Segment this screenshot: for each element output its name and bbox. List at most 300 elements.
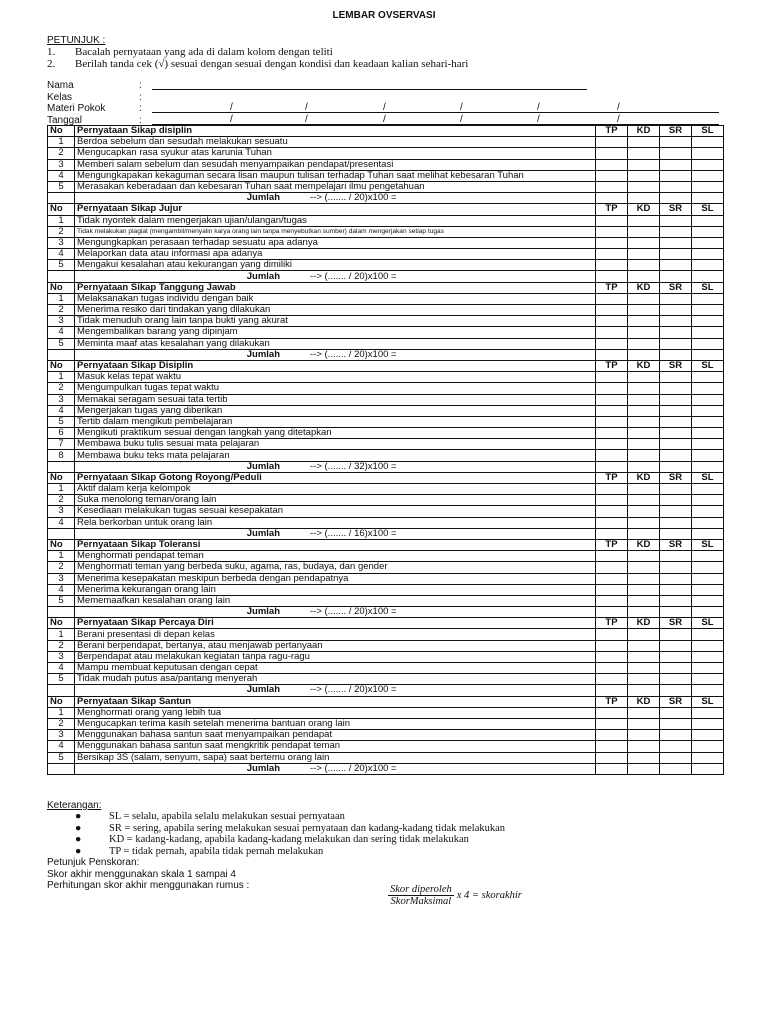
kd-checkbox-cell[interactable]: [628, 338, 660, 349]
tp-checkbox-cell[interactable]: [596, 428, 628, 439]
kd-checkbox-cell[interactable]: [628, 293, 660, 304]
kd-checkbox-cell[interactable]: [628, 148, 660, 159]
tp-checkbox-cell[interactable]: [596, 484, 628, 495]
sr-checkbox-cell[interactable]: [660, 260, 692, 271]
kd-checkbox-cell[interactable]: [628, 506, 660, 517]
sr-checkbox-cell[interactable]: [660, 383, 692, 394]
total-label: Jumlah: [246, 606, 280, 618]
tp-checkbox-cell[interactable]: [596, 181, 628, 192]
tp-checkbox-cell[interactable]: [596, 305, 628, 316]
slash: /: [537, 113, 540, 125]
tp-checkbox-cell[interactable]: [596, 595, 628, 606]
sr-checkbox-cell[interactable]: [660, 741, 692, 752]
sl-checkbox-cell[interactable]: [692, 237, 724, 248]
tp-total-cell[interactable]: [596, 763, 628, 774]
total-row: [48, 461, 724, 472]
tp-checkbox-cell[interactable]: [596, 573, 628, 584]
sr-checkbox-cell[interactable]: [660, 640, 692, 651]
total-formula: --> (....... / 20)x100 =: [310, 270, 397, 282]
total-formula: --> (....... / 20)x100 =: [310, 606, 397, 618]
total-formula: --> (....... / 20)x100 =: [310, 684, 397, 696]
sl-checkbox-cell[interactable]: [692, 137, 724, 148]
section-header-row: [48, 618, 724, 629]
section-header-row: [48, 539, 724, 550]
sl-checkbox-cell[interactable]: [692, 663, 724, 674]
sr-checkbox-cell[interactable]: [660, 316, 692, 327]
statement-row: [48, 718, 724, 729]
statement-row: [48, 517, 724, 528]
kd-checkbox-cell[interactable]: [628, 428, 660, 439]
tp-checkbox-cell[interactable]: [596, 159, 628, 170]
tp-total-cell[interactable]: [596, 193, 628, 204]
tp-total-cell[interactable]: [596, 349, 628, 360]
tp-checkbox-cell[interactable]: [596, 137, 628, 148]
sr-total-cell[interactable]: [660, 461, 692, 472]
total-label: Jumlah: [246, 528, 280, 539]
kd-checkbox-cell[interactable]: [628, 405, 660, 416]
sr-checkbox-cell[interactable]: [660, 372, 692, 383]
tanggal-label: Tanggal: [47, 114, 83, 126]
tp-checkbox-cell[interactable]: [596, 338, 628, 349]
slash: /: [230, 113, 233, 125]
total-no-cell: [48, 607, 75, 618]
tp-checkbox-cell[interactable]: [596, 707, 628, 718]
tp-checkbox-cell[interactable]: [596, 215, 628, 226]
kd-checkbox-cell[interactable]: [628, 517, 660, 528]
tp-checkbox-cell[interactable]: [596, 148, 628, 159]
tp-checkbox-cell[interactable]: [596, 226, 628, 237]
sl-checkbox-cell[interactable]: [692, 517, 724, 528]
total-no-cell: [48, 528, 75, 539]
tp-checkbox-cell[interactable]: [596, 394, 628, 405]
sl-checkbox-cell[interactable]: [692, 551, 724, 562]
sl-checkbox-cell[interactable]: [692, 595, 724, 606]
colon: :: [139, 114, 142, 126]
sr-checkbox-cell[interactable]: [660, 752, 692, 763]
legend-item: [47, 834, 469, 846]
tp-total-cell[interactable]: [596, 528, 628, 539]
kd-checkbox-cell[interactable]: [628, 573, 660, 584]
section-header-row: [48, 126, 724, 137]
tp-checkbox-cell[interactable]: [596, 405, 628, 416]
sr-checkbox-cell[interactable]: [660, 573, 692, 584]
statement-row: [48, 551, 724, 562]
sl-checkbox-cell[interactable]: [692, 405, 724, 416]
statement-row: [48, 137, 724, 148]
sr-checkbox-cell[interactable]: [660, 226, 692, 237]
kd-checkbox-cell[interactable]: [628, 159, 660, 170]
slash: /: [305, 102, 308, 113]
tp-checkbox-cell[interactable]: [596, 260, 628, 271]
kd-checkbox-cell[interactable]: [628, 372, 660, 383]
statement-text: Mampu membuat keputusan dengan cepat: [75, 663, 596, 674]
statement-text: Mengikuti praktikum sesuai dengan langkah yang ditetapkan: [75, 428, 596, 439]
kd-checkbox-cell[interactable]: [628, 640, 660, 651]
slash: /: [460, 113, 463, 125]
tp-checkbox-cell[interactable]: [596, 584, 628, 595]
column-sr-header: SR: [660, 696, 692, 707]
formula-fraction: [388, 884, 454, 907]
kd-checkbox-cell[interactable]: [628, 584, 660, 595]
sl-checkbox-cell[interactable]: [692, 573, 724, 584]
total-cell: [75, 607, 596, 618]
sl-total-cell[interactable]: [692, 193, 724, 204]
sr-checkbox-cell[interactable]: [660, 718, 692, 729]
statement-text: Tidak nyontek dalam mengerjakan ujian/ulangan/tugas: [75, 215, 596, 226]
statement-text: Melaksanakan tugas individu dengan baik: [75, 293, 596, 304]
kd-checkbox-cell[interactable]: [628, 495, 660, 506]
statement-row: [48, 293, 724, 304]
sl-total-cell[interactable]: [692, 763, 724, 774]
statement-number: 5: [48, 181, 75, 192]
kd-checkbox-cell[interactable]: [628, 394, 660, 405]
column-sl-header: SL: [692, 618, 724, 629]
sr-checkbox-cell[interactable]: [660, 562, 692, 573]
sr-checkbox-cell[interactable]: [660, 338, 692, 349]
tp-checkbox-cell[interactable]: [596, 674, 628, 685]
sl-checkbox-cell[interactable]: [692, 416, 724, 427]
tp-checkbox-cell[interactable]: [596, 551, 628, 562]
statement-number: 5: [48, 416, 75, 427]
sr-checkbox-cell[interactable]: [660, 595, 692, 606]
tp-checkbox-cell[interactable]: [596, 316, 628, 327]
sr-total-cell[interactable]: [660, 607, 692, 618]
sl-checkbox-cell[interactable]: [692, 226, 724, 237]
sr-checkbox-cell[interactable]: [660, 651, 692, 662]
sl-checkbox-cell[interactable]: [692, 439, 724, 450]
statement-number: 1: [48, 629, 75, 640]
sl-checkbox-cell[interactable]: [692, 181, 724, 192]
statement-row: [48, 506, 724, 517]
tp-checkbox-cell[interactable]: [596, 730, 628, 741]
tp-checkbox-cell[interactable]: [596, 651, 628, 662]
kd-checkbox-cell[interactable]: [628, 215, 660, 226]
colon: :: [139, 91, 142, 103]
column-tp-header: TP: [596, 618, 628, 629]
statement-number: 4: [48, 663, 75, 674]
statement-number: 2: [48, 226, 75, 237]
sl-checkbox-cell[interactable]: [692, 148, 724, 159]
sr-checkbox-cell[interactable]: [660, 137, 692, 148]
kd-checkbox-cell[interactable]: [628, 226, 660, 237]
sl-checkbox-cell[interactable]: [692, 428, 724, 439]
sl-checkbox-cell[interactable]: [692, 159, 724, 170]
sl-checkbox-cell[interactable]: [692, 383, 724, 394]
column-sr-header: SR: [660, 618, 692, 629]
sr-checkbox-cell[interactable]: [660, 327, 692, 338]
section-header-row: [48, 696, 724, 707]
kd-checkbox-cell[interactable]: [628, 450, 660, 461]
sr-checkbox-cell[interactable]: [660, 416, 692, 427]
kd-checkbox-cell[interactable]: [628, 137, 660, 148]
sr-checkbox-cell[interactable]: [660, 405, 692, 416]
tp-checkbox-cell[interactable]: [596, 237, 628, 248]
statement-row: [48, 181, 724, 192]
tp-total-cell[interactable]: [596, 461, 628, 472]
column-sr-header: SR: [660, 472, 692, 483]
kd-checkbox-cell[interactable]: [628, 718, 660, 729]
statement-row: [48, 595, 724, 606]
column-tp-header: TP: [596, 539, 628, 550]
sl-checkbox-cell[interactable]: [692, 752, 724, 763]
sr-total-cell[interactable]: [660, 763, 692, 774]
statement-row: [48, 428, 724, 439]
sr-checkbox-cell[interactable]: [660, 237, 692, 248]
materi-label: Materi Pokok: [47, 103, 106, 114]
sl-checkbox-cell[interactable]: [692, 316, 724, 327]
statement-text: Mengumpulkan tugas tepat waktu: [75, 383, 596, 394]
statement-number: 2: [48, 495, 75, 506]
tp-checkbox-cell[interactable]: [596, 718, 628, 729]
section-title: Pernyataan Sikap Gotong Royong/Peduli: [75, 472, 596, 483]
kd-checkbox-cell[interactable]: [628, 651, 660, 662]
column-no-header: No: [48, 472, 75, 483]
kd-checkbox-cell[interactable]: [628, 181, 660, 192]
kd-checkbox-cell[interactable]: [628, 327, 660, 338]
column-tp-header: TP: [596, 696, 628, 707]
tp-checkbox-cell[interactable]: [596, 383, 628, 394]
sr-total-cell[interactable]: [660, 528, 692, 539]
sr-total-cell[interactable]: [660, 685, 692, 696]
statement-number: 3: [48, 159, 75, 170]
tp-checkbox-cell[interactable]: [596, 293, 628, 304]
kd-total-cell[interactable]: [628, 528, 660, 539]
tp-checkbox-cell[interactable]: [596, 450, 628, 461]
sr-checkbox-cell[interactable]: [660, 506, 692, 517]
sl-checkbox-cell[interactable]: [692, 741, 724, 752]
statement-text: Membawa buku tulis sesuai mata pelajaran: [75, 439, 596, 450]
sl-checkbox-cell[interactable]: [692, 651, 724, 662]
tp-checkbox-cell[interactable]: [596, 640, 628, 651]
kd-checkbox-cell[interactable]: [628, 383, 660, 394]
total-row: [48, 349, 724, 360]
kelas-label: Kelas: [47, 91, 73, 103]
tp-checkbox-cell[interactable]: [596, 629, 628, 640]
sr-total-cell[interactable]: [660, 271, 692, 282]
sl-checkbox-cell[interactable]: [692, 730, 724, 741]
tp-checkbox-cell[interactable]: [596, 741, 628, 752]
statement-number: 4: [48, 584, 75, 595]
kd-checkbox-cell[interactable]: [628, 595, 660, 606]
sl-total-cell[interactable]: [692, 271, 724, 282]
kd-checkbox-cell[interactable]: [628, 439, 660, 450]
kd-checkbox-cell[interactable]: [628, 237, 660, 248]
tp-checkbox-cell[interactable]: [596, 562, 628, 573]
column-sl-header: SL: [692, 126, 724, 137]
tp-total-cell[interactable]: [596, 685, 628, 696]
statement-row: [48, 741, 724, 752]
statement-text: Masuk kelas tepat waktu: [75, 372, 596, 383]
slash: /: [537, 102, 540, 113]
column-kd-header: KD: [628, 126, 660, 137]
sr-checkbox-cell[interactable]: [660, 249, 692, 260]
sl-total-cell[interactable]: [692, 461, 724, 472]
nama-field[interactable]: [152, 89, 587, 90]
tp-checkbox-cell[interactable]: [596, 439, 628, 450]
sl-checkbox-cell[interactable]: [692, 394, 724, 405]
kd-total-cell[interactable]: [628, 607, 660, 618]
statement-number: 6: [48, 428, 75, 439]
section-header-row: [48, 282, 724, 293]
sl-checkbox-cell[interactable]: [692, 629, 724, 640]
statement-text: Berani berpendapat, bertanya, atau menjawab pertanyaan: [75, 640, 596, 651]
kd-total-cell[interactable]: [628, 685, 660, 696]
total-row: [48, 763, 724, 774]
section-title: Pernyataan Sikap Jujur: [75, 204, 596, 215]
sl-checkbox-cell[interactable]: [692, 506, 724, 517]
statement-number: 5: [48, 674, 75, 685]
statement-number: 5: [48, 752, 75, 763]
kd-checkbox-cell[interactable]: [628, 562, 660, 573]
tp-total-cell[interactable]: [596, 607, 628, 618]
sl-checkbox-cell[interactable]: [692, 640, 724, 651]
tp-checkbox-cell[interactable]: [596, 517, 628, 528]
column-tp-header: TP: [596, 204, 628, 215]
section-title: Pernyataan Sikap Disiplin: [75, 360, 596, 371]
tp-checkbox-cell[interactable]: [596, 249, 628, 260]
statement-text: Tidak melakukan plagiat (mengambil/menyalin karya orang lain tanpa menyebutkan sumber) dalam mengerjakan setiap tugas: [75, 226, 596, 237]
scoring-instructions: [47, 857, 249, 892]
sr-checkbox-cell[interactable]: [660, 484, 692, 495]
statement-text: Melaporkan data atau informasi apa adanya: [75, 249, 596, 260]
sr-checkbox-cell[interactable]: [660, 663, 692, 674]
sl-checkbox-cell[interactable]: [692, 450, 724, 461]
sl-total-cell[interactable]: [692, 607, 724, 618]
sr-checkbox-cell[interactable]: [660, 439, 692, 450]
kd-checkbox-cell[interactable]: [628, 170, 660, 181]
sl-checkbox-cell[interactable]: [692, 484, 724, 495]
sl-checkbox-cell[interactable]: [692, 249, 724, 260]
bullet-icon: ●: [75, 822, 82, 834]
statement-row: [48, 170, 724, 181]
kd-checkbox-cell[interactable]: [628, 674, 660, 685]
statement-text: Berpendapat atau melakukan kegiatan tanpa ragu-ragu: [75, 651, 596, 662]
tp-checkbox-cell[interactable]: [596, 170, 628, 181]
statement-text: Mengucapkan terima kasih setelah menerima bantuan orang lain: [75, 718, 596, 729]
statement-number: 3: [48, 573, 75, 584]
kd-checkbox-cell[interactable]: [628, 629, 660, 640]
total-no-cell: [48, 461, 75, 472]
kd-checkbox-cell[interactable]: [628, 730, 660, 741]
tp-checkbox-cell[interactable]: [596, 416, 628, 427]
sl-checkbox-cell[interactable]: [692, 293, 724, 304]
sheet-title: LEMBAR OVSERVASI: [332, 10, 436, 21]
kd-checkbox-cell[interactable]: [628, 484, 660, 495]
kd-total-cell[interactable]: [628, 461, 660, 472]
sr-checkbox-cell[interactable]: [660, 495, 692, 506]
tp-checkbox-cell[interactable]: [596, 663, 628, 674]
statement-row: [48, 629, 724, 640]
sl-checkbox-cell[interactable]: [692, 495, 724, 506]
sl-checkbox-cell[interactable]: [692, 305, 724, 316]
sl-checkbox-cell[interactable]: [692, 170, 724, 181]
kd-checkbox-cell[interactable]: [628, 305, 660, 316]
kd-checkbox-cell[interactable]: [628, 741, 660, 752]
total-cell: [75, 271, 596, 282]
kd-total-cell[interactable]: [628, 271, 660, 282]
sr-checkbox-cell[interactable]: [660, 159, 692, 170]
tp-total-cell[interactable]: [596, 271, 628, 282]
kd-total-cell[interactable]: [628, 349, 660, 360]
tp-checkbox-cell[interactable]: [596, 506, 628, 517]
statement-number: 2: [48, 148, 75, 159]
column-sr-header: SR: [660, 539, 692, 550]
instruction-text: Berilah tanda cek (√) sesuai dengan sesuai dengan kondisi dan keadaan kalian sehari-hari: [75, 58, 469, 70]
sr-checkbox-cell[interactable]: [660, 730, 692, 741]
sr-total-cell[interactable]: [660, 193, 692, 204]
column-sr-header: SR: [660, 204, 692, 215]
statement-row: [48, 327, 724, 338]
sr-checkbox-cell[interactable]: [660, 394, 692, 405]
sr-checkbox-cell[interactable]: [660, 584, 692, 595]
kd-total-cell[interactable]: [628, 763, 660, 774]
kd-checkbox-cell[interactable]: [628, 707, 660, 718]
kd-checkbox-cell[interactable]: [628, 551, 660, 562]
sl-total-cell[interactable]: [692, 685, 724, 696]
column-sl-header: SL: [692, 360, 724, 371]
kd-checkbox-cell[interactable]: [628, 316, 660, 327]
tp-checkbox-cell[interactable]: [596, 752, 628, 763]
statement-text: Menerima kekurangan orang lain: [75, 584, 596, 595]
statement-row: [48, 640, 724, 651]
statement-number: 2: [48, 718, 75, 729]
sr-checkbox-cell[interactable]: [660, 215, 692, 226]
sr-checkbox-cell[interactable]: [660, 293, 692, 304]
sl-checkbox-cell[interactable]: [692, 338, 724, 349]
sl-checkbox-cell[interactable]: [692, 372, 724, 383]
sl-checkbox-cell[interactable]: [692, 260, 724, 271]
total-formula: --> (....... / 20)x100 =: [310, 192, 397, 204]
sl-checkbox-cell[interactable]: [692, 215, 724, 226]
sl-checkbox-cell[interactable]: [692, 562, 724, 573]
total-no-cell: [48, 271, 75, 282]
tp-checkbox-cell[interactable]: [596, 372, 628, 383]
sr-checkbox-cell[interactable]: [660, 551, 692, 562]
sr-checkbox-cell[interactable]: [660, 707, 692, 718]
sr-checkbox-cell[interactable]: [660, 305, 692, 316]
kd-checkbox-cell[interactable]: [628, 249, 660, 260]
sr-checkbox-cell[interactable]: [660, 517, 692, 528]
sl-checkbox-cell[interactable]: [692, 707, 724, 718]
kd-checkbox-cell[interactable]: [628, 260, 660, 271]
sl-checkbox-cell[interactable]: [692, 718, 724, 729]
sr-checkbox-cell[interactable]: [660, 428, 692, 439]
kd-total-cell[interactable]: [628, 193, 660, 204]
section-title: Pernyataan Sikap Tanggung Jawab: [75, 282, 596, 293]
sr-checkbox-cell[interactable]: [660, 181, 692, 192]
sr-checkbox-cell[interactable]: [660, 629, 692, 640]
sl-checkbox-cell[interactable]: [692, 674, 724, 685]
sl-total-cell[interactable]: [692, 528, 724, 539]
sr-checkbox-cell[interactable]: [660, 148, 692, 159]
sr-total-cell[interactable]: [660, 349, 692, 360]
sl-checkbox-cell[interactable]: [692, 584, 724, 595]
score-formula: [388, 884, 522, 907]
sr-checkbox-cell[interactable]: [660, 450, 692, 461]
column-sl-header: SL: [692, 204, 724, 215]
sl-total-cell[interactable]: [692, 349, 724, 360]
materi-field[interactable]: [152, 112, 719, 113]
kd-checkbox-cell[interactable]: [628, 663, 660, 674]
sl-checkbox-cell[interactable]: [692, 327, 724, 338]
tp-checkbox-cell[interactable]: [596, 495, 628, 506]
column-sl-header: SL: [692, 539, 724, 550]
tp-checkbox-cell[interactable]: [596, 327, 628, 338]
sr-checkbox-cell[interactable]: [660, 674, 692, 685]
kd-checkbox-cell[interactable]: [628, 752, 660, 763]
kd-checkbox-cell[interactable]: [628, 416, 660, 427]
sr-checkbox-cell[interactable]: [660, 170, 692, 181]
